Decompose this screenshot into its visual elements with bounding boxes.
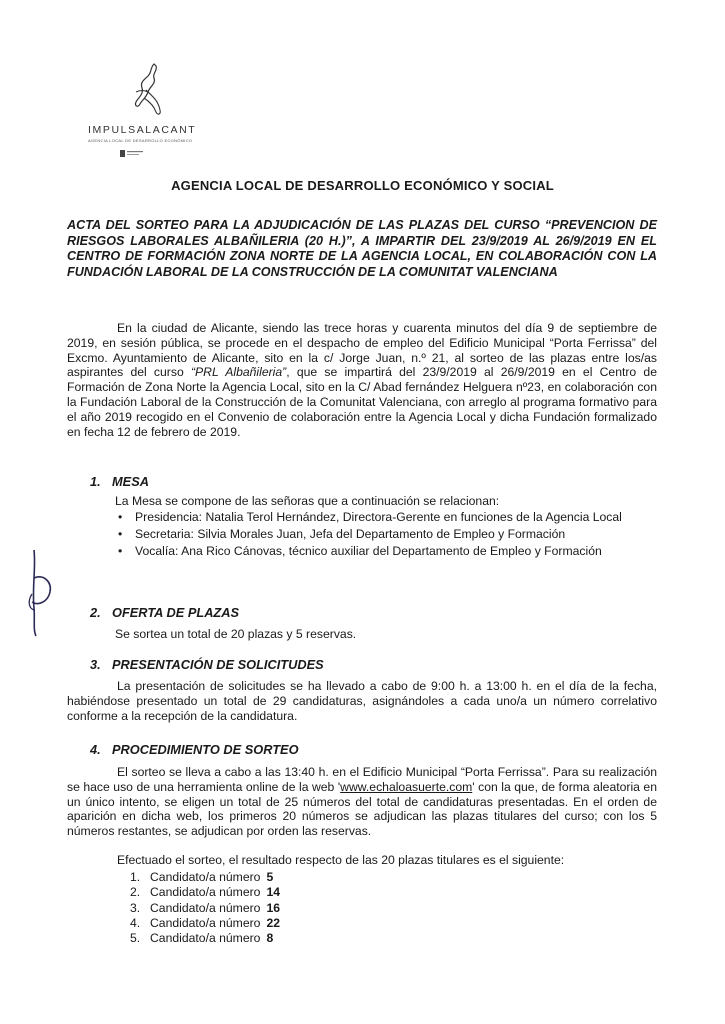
mesa-members-list — [115, 510, 657, 560]
list-item — [115, 527, 657, 542]
dancer-figure-icon — [130, 62, 166, 120]
bullet-icon: • — [118, 543, 123, 558]
procedimiento-text-1: El sorteo se lleva a cabo a las 13:40 h. en el Edificio Municipal “Porta Ferrissa”. Para su realización se hace uso de una herramienta online de la web ' — [67, 765, 657, 794]
echaloasuerte-link[interactable]: www.echaloasuerte.com — [340, 779, 473, 794]
results-list — [130, 870, 280, 946]
intro-text-1: En la ciudad de Alicante, siendo las trece horas y cuarenta minutos del día 9 de septiembre de 2019, en sesión pública, se procede en el despacho de empleo del Edificio Municipal “Porta Ferrissa” del Excmo. Ayuntamiento de Alicante, sito en la c/ Jorge Juan, n.º 21, al sorteo de las plazas entre los/as aspirantes del curso — [67, 321, 657, 380]
mesa-intro: La Mesa se compone de las señoras que a continuación se relacionan: — [115, 494, 500, 508]
list-item — [130, 931, 280, 946]
section-number: 4. — [90, 742, 101, 757]
result-number: 14 — [266, 885, 280, 900]
procedimiento-text-2: ' con la que, de forma aleatoria en un único intento, se eligen un total de 25 números del total de candidaturas presentadas. En el orden de aparición en dicha web, los primeros 20 números se adjudican las plazas titulares del curso; con los 5 números restantes, se adjudican por orden las reservas. — [67, 779, 657, 839]
result-number: 8 — [266, 931, 274, 946]
section-heading-mesa — [90, 474, 149, 489]
list-item — [130, 901, 280, 916]
section-heading-solicitudes — [90, 657, 324, 672]
list-item — [115, 544, 657, 559]
result-number: 16 — [266, 900, 280, 915]
result-label: Candidato/a número — [150, 870, 261, 884]
list-item — [130, 916, 280, 931]
section-title: PROCEDIMIENTO DE SORTEO — [112, 742, 299, 757]
list-item — [115, 510, 657, 525]
agency-heading: AGENCIA LOCAL DE DESARROLLO ECONÓMICO Y SOCIAL — [171, 178, 554, 193]
oferta-text: Se sortea un total de 20 plazas y 5 reservas. — [115, 627, 357, 641]
result-position: 2. — [130, 885, 141, 900]
result-position: 1. — [130, 870, 141, 884]
intro-text-2: , que se impartirá del 23/9/2019 al 26/9/2019 en el Centro de Formación de Zona Norte la Agencia Local, sito en la C/ Abad fernández Helguera nº23, en colaboración con la Fundación Laboral de la Construcción de la Comunitat Valenciana, con arreglo al programa formativo para el año 2019 recogido en el Convenio de colaboración entre la Agencia Local y dicha Fundación formalizado en fecha 12 de febrero de 2019. — [67, 365, 657, 439]
result-label: Candidato/a número — [150, 915, 261, 930]
resultado-intro: Efectuado el sorteo, el resultado respecto de las 20 plazas titulares es el siguiente: — [117, 853, 565, 867]
result-position: 3. — [130, 900, 141, 915]
document-title: ACTA DEL SORTEO PARA LA ADJUDICACIÓN DE LAS PLAZAS DEL CURSO “PREVENCION DE RIESGOS LABORALES ALBAÑILERIA (20 H.)”, A IMPARTIR DEL 23/9/2019 AL 26/9/2019 EN EL CENTRO DE FORMACIÓN ZONA NORTE DE LA AGENCIA LOCAL, EN COLABORACIÓN CON LA FUNDACIÓN LABORAL DE LA CONSTRUCCIÓN DE LA COMUNITAT VALENCIANA — [67, 218, 657, 279]
result-label: Candidato/a número — [150, 885, 261, 900]
list-item — [130, 870, 280, 885]
section-number: 2. — [90, 605, 101, 620]
result-position: 5. — [130, 931, 141, 946]
section-title: PRESENTACIÓN DE SOLICITUDES — [112, 657, 324, 672]
section-title: OFERTA DE PLAZAS — [112, 605, 240, 620]
section-number: 3. — [90, 657, 101, 672]
member-text: Presidencia: Natalia Terol Hernández, Directora-Gerente en funciones de la Agencia Local — [135, 510, 622, 524]
result-position: 4. — [130, 915, 141, 930]
course-name: “PRL Albañileria” — [190, 365, 287, 380]
logo-subtitle: AGENCIA LOCAL DE DESARROLLO ECONÓMICO — [88, 138, 193, 143]
bullet-icon: • — [118, 526, 123, 541]
result-label: Candidato/a número — [150, 931, 261, 946]
section-heading-procedimiento — [90, 742, 299, 757]
solicitudes-paragraph: La presentación de solicitudes se ha llevado a cabo de 9:00 h. a 13:00 h. en el día de la fecha, habiéndose presentado un total de 29 candidaturas, asignándoles a cada uno/a un número correlativo conforme a la recepción de la candidatura. — [67, 679, 657, 723]
section-heading-oferta — [90, 605, 239, 620]
logo-name: IMPULSALACANT — [88, 124, 197, 136]
procedimiento-paragraph — [67, 765, 657, 839]
handwritten-signature-icon — [22, 548, 62, 638]
bullet-icon: • — [118, 510, 123, 524]
intro-paragraph — [67, 321, 657, 439]
list-item — [130, 885, 280, 900]
city-council-emblem-icon — [120, 149, 144, 159]
section-number: 1. — [90, 474, 101, 489]
result-number: 5 — [266, 870, 274, 884]
result-number: 22 — [266, 915, 280, 930]
result-label: Candidato/a número — [150, 900, 261, 915]
section-title: MESA — [112, 474, 149, 489]
member-text: Secretaria: Silvia Morales Juan, Jefa del Departamento de Empleo y Formación — [135, 526, 566, 541]
member-text: Vocalía: Ana Rico Cánovas, técnico auxiliar del Departamento de Empleo y Formación — [135, 543, 602, 558]
